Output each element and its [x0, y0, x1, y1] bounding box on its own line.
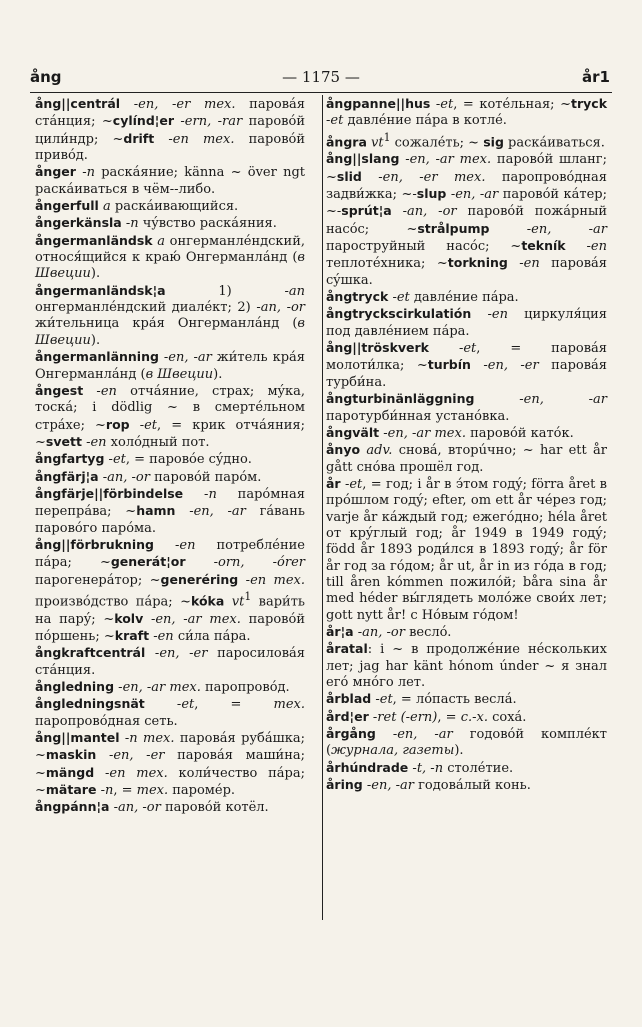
left-guide-word: ång [30, 68, 62, 86]
dictionary-entry: ång||tröskverk -et, = паровáя молоти́лка; ~turbín -en, -er паровáя турби́на. [326, 340, 608, 390]
dictionary-entry: ångtryckscirkulatión -en циркуля́ция под давлéнием пáра. [326, 306, 607, 339]
dictionary-entry: år¦a -an, -or веслó. [326, 623, 452, 640]
dictionary-entry: århúndrade -t, -n столéтие. [326, 759, 514, 776]
dictionary-entry: ångfärje||förbindelse -n парóмная перепрáва; ~hamn -en, -ar гáвань паровóго парóма. [35, 485, 305, 536]
dictionary-entry: ångermanländsk a онгерманлéндский, относя́щийся к краю́ Онгерманлáнд (в Швеции). [35, 232, 305, 282]
dictionary-entry: ångerkänsla -n чýвство раскáяния. [35, 215, 277, 232]
dictionary-entry: ångest -en отчáяние, страх; мýка, тоскá; i dödlig ~ в смертéльном стрáхе; ~rop -et, = крик отчáяния; ~svett -en холóдный пот. [35, 382, 305, 450]
dictionary-entry: ånger -n раскáяние; känna ~ över ngt раскáиваться в чём--либо. [35, 164, 305, 197]
dictionary-entry: ångledningsnät -et, = тех. паропровóдная сеть. [35, 696, 305, 729]
right-guide-word: år1 [582, 68, 610, 86]
dictionary-entry: ångtryck -et давлéние пáра. [326, 289, 519, 306]
left-column [35, 96, 305, 817]
dictionary-entry: årgång -en, -ar годовóй комплéкт (журнала, газеты). [326, 726, 607, 759]
dictionary-entry: ångledning -en, -ar тех. паропровóд. [35, 679, 290, 696]
dictionary-entry: ång||mantel -n тех. паровáя рубáшка; ~maskin -en, -er паровáя маши́на; ~mängd -en тех. коли́чество пáра; ~mätare -n, = тех. парoмéр. [35, 730, 305, 799]
dictionary-entry: ångpánn¦a -an, -or паровóй котёл. [35, 799, 269, 816]
right-column [326, 96, 607, 794]
header-rule [30, 92, 612, 93]
dictionary-entry: ångfartyg -et, = паровóе сýдно. [35, 451, 252, 468]
page-number: — 1175 — [282, 68, 360, 86]
dictionary-entry: ångerfull a раскáивающийся. [35, 198, 239, 215]
dictionary-entry: årblad -et, = лóпасть веслá. [326, 691, 517, 708]
dictionary-entry: ångermanländsk¦a 1) -an онгерманлéндский диалéкт; 2) -an, -or жи́тельница кра́я Онгерманлáнд (в Швеции). [35, 282, 305, 348]
dictionary-entry: ångkraftcentrál -en, -er паросиловáя стáнция. [35, 645, 305, 678]
dictionary-entry: ånyo adv. сновá, вторúчно; ~ har ett år gått снóва прошёл год. [326, 442, 607, 475]
dictionary-entry: ård¦er -ret (-ern), = с.-х. сохá. [326, 708, 527, 725]
dictionary-entry: år -et, = год; i år в э́том годý; förra året в прóшлом годý; efter, om ett år чéрез год; varje år кáждый год; ежегóдно; héla året от крýглый год; år 1949 в 1949 годý; född år 1893 роди́лся в 1893 годý; år för år год за гóдом; år ut, år in из гóда в год; till åren kómmen пожилóй; båra sina år med héder вы́глядеть молóже свои́х лет; gott nytt år! с Нóвым гóдом! [326, 475, 608, 623]
dictionary-entry: ångvält -en, -ar тех. паровóй катóк. [326, 424, 574, 441]
column-divider [322, 95, 323, 920]
dictionary-entry: ång||centrál -en, -er тех. паровáя стáнция; ~cylínd¦er -ern, -rar паровóй цили́ндр; ~drift -en тех. паровóй привóд. [35, 96, 306, 164]
page-header [30, 68, 612, 90]
dictionary-entry: åring -en, -ar годовáлый конь. [326, 777, 531, 794]
dictionary-entry: ångermanlänning -en, -ar жи́тель кра́я Онгерманлáнд (в Швеции). [35, 349, 305, 382]
dictionary-entry: ång||slang -en, -ar тех. паровóй шланг; ~slid -en, -er тех. паропровóдная задви́жка; ~-slup -en, -ar паровóй кáтер; ~-sprút¦a -an, -or паровóй пожáрный насóс; ~strålpump -en, -ar пароструйный насóс; ~tekník -en теплотéхника; ~torkning -en паровáя сýшка. [326, 151, 608, 288]
dictionary-entry: ångpanne||hus -et, = котéльная; ~tryck -et давлéние пáра в котлé. [326, 96, 608, 129]
dictionary-entry: åratal: i ~ в продолжéние нéскольких лет; jag har känt hónom únder ~ я знал егó мнóго лет. [326, 641, 607, 691]
dictionary-entry: ångfärj¦a -an, -or паровóй парóм. [35, 468, 262, 485]
dictionary-entry: ångturbinänläggning -en, -ar паротурби́нная устанóвка. [326, 391, 607, 424]
dictionary-entry: ång||förbrukning -en потреблéние пáра; ~generát¦or -orn, -órer парогенерáтор; ~generéring -en тех. произвóдство пáра; ~kóka $vt^1$ вари́ть на парý; ~kolv -en, -ar тех. паровóй пóршень; ~kraft -en си́ла пáра. [35, 536, 306, 644]
dictionary-entry: ångra $vt^1$ сожалéть; ~ sig раскáиваться. [326, 130, 605, 151]
